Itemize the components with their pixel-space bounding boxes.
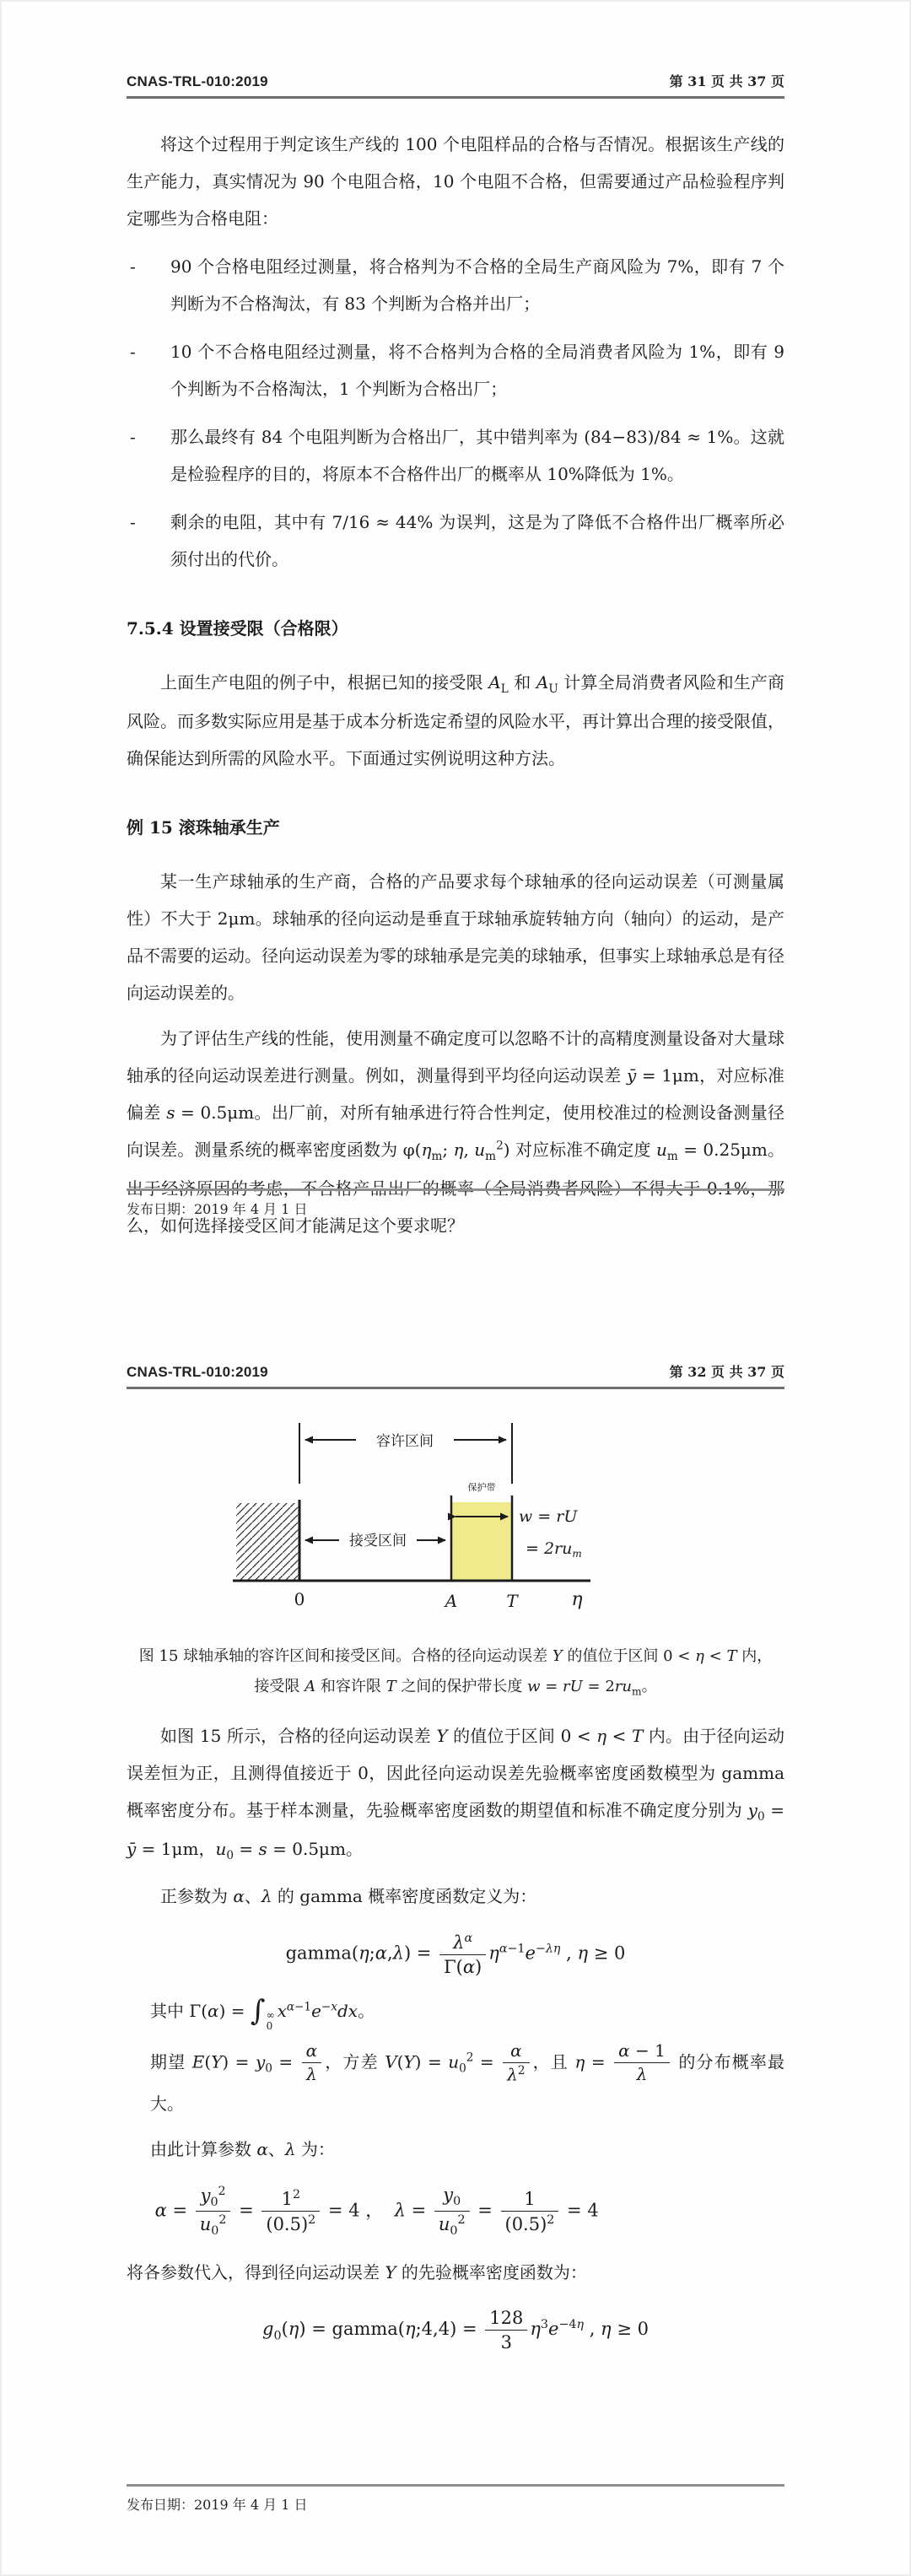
bullet-marker: - xyxy=(130,427,136,447)
paragraph-bearing-intro: 某一生产球轴承的生产商，合格的产品要求每个球轴承的径向运动误差（可测量属性）不大于 2μm。球轴承的径向运动是垂直于球轴承旋转轴方向（轴向）的运动，是产品不需要的运动。径向运动误差为零的球轴承是完美的球轴承，但事实上球轴承总是有径向运动误差的。 xyxy=(127,870,784,1003)
paragraph-process: 将这个过程用于判定该生产线的 100 个电阻样品的合格与否情况。根据该生产线的生产能力，真实情况为 90 个电阻合格，10 个电阻不合格，但需要通过产品检验程序判定哪些为合格电阻： xyxy=(127,134,784,229)
section-heading-754: 7.5.4 设置接受限（合格限） xyxy=(127,618,348,639)
tolerance-interval-label: 容许区间 xyxy=(376,1433,434,1450)
paragraph-gamma-def-intro: 正参数为 α、λ 的 gamma 概率密度函数定义为： xyxy=(160,1885,537,1906)
formula-gamma-pdf: gamma(η;α,λ) = $\frac{\lambda^\alpha}{\Gamma(\alpha)}$ $\eta^{\alpha-1}e^{-\lambda\eta}$ , η ≥ 0 xyxy=(285,1931,626,1978)
bullet-item xyxy=(127,333,784,407)
figure-15-caption xyxy=(127,1641,784,1702)
paragraph-acceptance-limits: 上面生产电阻的例子中，根据已知的接受限 $A_L$ 和 $A_U$ 计算全局消费者风险和生产商风险。而多数实际应用是基于成本分析选定希望的风险水平，再计算出合理的接受限值，确保能达到所需的风险水平。下面通过实例说明这种方法。 xyxy=(127,672,785,768)
formula-alpha-lambda: α = $\frac{y_0^2}{u_0^2}$ = $\frac{1^2}{(0.5)^2}$ = 4 ， λ = $\frac{y_0}{u_0^2}$ = $\frac{1}{(0.5)^2}$ = 4 xyxy=(154,2184,599,2239)
caption-line-2: 接受限 A 和容许限 T 之间的保护带长度 w = rU = $2ru_m$。 xyxy=(254,1678,657,1698)
bullet-marker: - xyxy=(130,342,136,362)
guard-band-label: 保护带 xyxy=(467,1482,496,1493)
paragraph-expectation-variance: 期望 $E(Y) = y_0$ = $\frac{\alpha}{\lambda}$ ，方差 $V(Y) = u_0^2$ = $\frac{\alpha}{\lambda^2}$ ，且 η = $\frac{\alpha - 1}{\lambda}$ 的分布概率最大。 xyxy=(150,2040,785,2114)
example-15-heading: 例 15 滚珠轴承生产 xyxy=(127,816,280,838)
bullet-item xyxy=(127,418,784,493)
bullet-text: 那么最终有 84 个电阻判断为合格出厂，其中错判率为 (84−83)/84 ≈ 1%。这就是检验程序的目的，将原本不合格件出厂的概率从 10%降低为 1%。 xyxy=(170,427,784,484)
page-32-footer: 发布日期：2019 年 4 月 1 日 xyxy=(127,2484,784,2514)
guard-band-formula-line1: w = rU xyxy=(519,1507,578,1526)
caption-line-1: 图 15 球轴承轴的容许区间和接受区间。合格的径向运动误差 Y 的值位于区间 0 < η < T 内， xyxy=(138,1647,773,1665)
figure-15-diagram xyxy=(229,1416,601,1617)
doc-code: CNAS-TRL-010:2019 xyxy=(127,73,268,89)
axis-label-A: A xyxy=(445,1591,458,1611)
bullet-item xyxy=(127,248,784,322)
bullet-marker: - xyxy=(130,512,136,532)
paragraph-substitute-intro: 将各参数代入，得到径向运动误差 Y 的先验概率密度函数为： xyxy=(127,2262,587,2282)
formula-prior-pdf: $g_0(\eta)$ = gamma(η;4,4) = $\frac{128}{3}$ $\eta^3e^{-4\eta}$ , η ≥ 0 xyxy=(262,2308,649,2353)
figure-15 xyxy=(229,1416,784,1630)
paragraph-gamma-model: 如图 15 所示，合格的径向运动误差 Y 的值位于区间 0 < η < T 内。由于径向运动误差恒为正，且测得值接近于 0，因此径向运动误差先验概率密度函数模型为 gamma 概率密度分布。基于样本测量，先验概率密度函数的期望值和标准不确定度分别为 $y_0$ = ȳ = 1μm，$u_0 = s = 0.5\mu m$。 xyxy=(127,1726,785,1862)
bullet-text: 剩余的电阻，其中有 7/16 ≈ 44% 为误判，这是为了降低不合格件出厂概率所必须付出的代价。 xyxy=(170,512,784,569)
hatched-region xyxy=(236,1503,299,1581)
guard-band-formula-line2: = $2ru_m$ xyxy=(526,1539,582,1560)
bullet-marker: - xyxy=(130,256,136,277)
axis-label-zero: 0 xyxy=(294,1589,305,1609)
bullet-text: 90 个合格电阻经过测量，将合格判为不合格的全局生产商风险为 7%，即有 7 个判断为不合格淘汰，有 83 个判断为合格并出厂； xyxy=(170,256,784,314)
page-32-body xyxy=(127,1416,784,2352)
doc-code: CNAS-TRL-010:2019 xyxy=(127,1364,268,1380)
paragraph-gamma-function: 其中 Γ(α) = ∫ ∞ 0 $x^{\alpha-1}e^{-x}dx$。 xyxy=(150,1994,375,2033)
page-number-label: 第 31 页 共 37 页 xyxy=(669,73,784,89)
page-31-footer: 发布日期：2019 年 4 月 1 日 xyxy=(127,1188,784,1218)
axis-label-T: T xyxy=(506,1591,518,1611)
bullet-text: 10 个不合格电阻经过测量，将不合格判为合格的全局消费者风险为 1%，即有 9 个判断为不合格淘汰，1 个判断为合格出厂； xyxy=(170,342,784,399)
page-number-label: 第 32 页 共 37 页 xyxy=(669,1364,784,1380)
page-32 xyxy=(0,1291,911,2576)
paragraph-compute-params-intro: 由此计算参数 α、λ 为： xyxy=(150,2138,335,2159)
acceptance-interval-label: 接受区间 xyxy=(349,1533,407,1549)
bullet-item xyxy=(127,504,784,578)
guard-band-rect xyxy=(451,1502,512,1581)
page-32-header xyxy=(127,1291,784,1389)
axis-label-eta: η xyxy=(571,1589,583,1610)
page-31-header xyxy=(127,0,784,99)
paragraph-measurement: 为了评估生产线的性能，使用测量不确定度可以忽略不计的高精度测量设备对大量球轴承的径向运动误差进行测量。例如，测量得到平均径向运动误差 ȳ = 1μm，对应标准偏差 s = 0.5μm。出厂前，对所有轴承进行符合性判定，使用校准过的检测设备测量径向误差。测量系统的概率密度函数为 $\varphi(\eta_m$; η, $u_m^2$) 对应标准不确定度 $u_m = 0.25\mu m$。出于经济原因的考虑，不合格产品出厂的概率（全局消费者风险）不得大于 0.1%，那么，如何选择接受区间才能满足这个要求呢？ xyxy=(127,1027,785,1236)
page-31-body xyxy=(127,126,784,1244)
